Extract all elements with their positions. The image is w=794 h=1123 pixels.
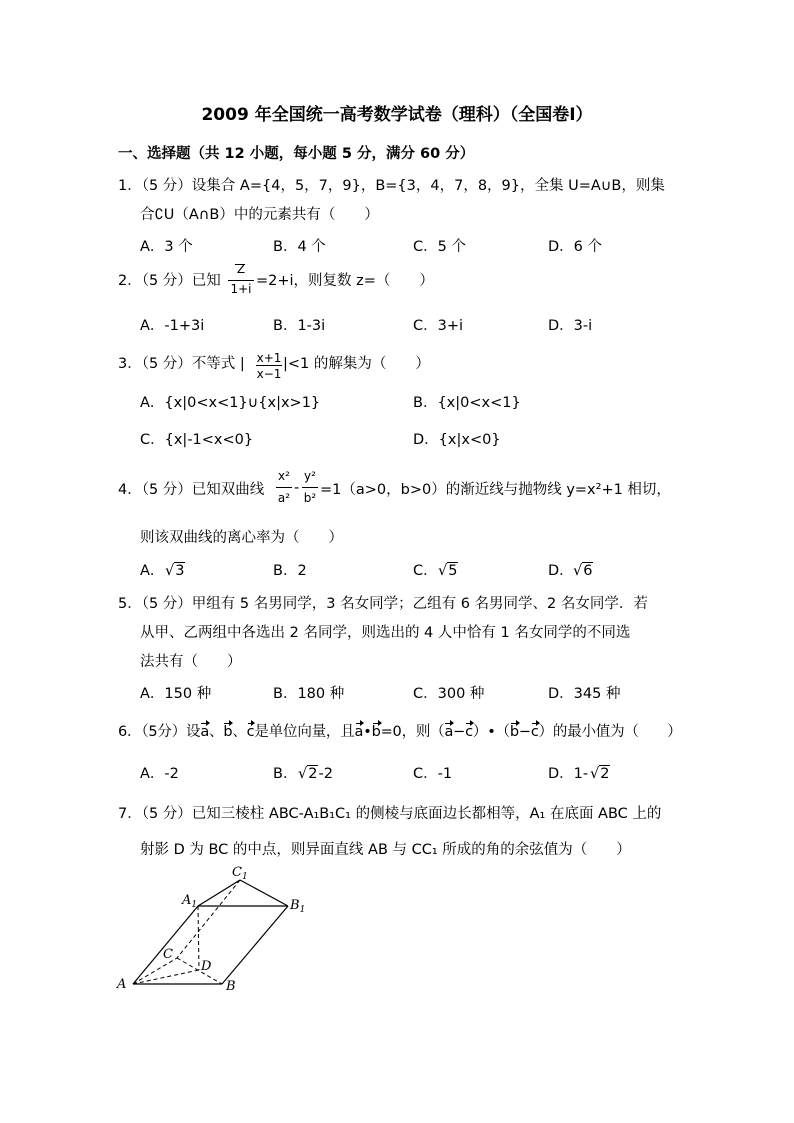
q2-text-suffix: =2+i，则复数 z=（ ）	[256, 273, 434, 289]
q5-text-line3: 法共有（ ）	[140, 654, 242, 670]
edge-a1c1	[198, 880, 240, 906]
q3-option-a: A．{x|0<x<1}∪{x|x>1}	[140, 395, 321, 411]
label-c1: $C_1$	[232, 865, 248, 882]
label-a: A	[117, 977, 127, 992]
q6-option-b-label: B．	[273, 766, 298, 782]
q4-option-c-label: C．	[413, 563, 438, 579]
q1-text-line2: 合∁U（A∩B）中的元素共有（ ）	[140, 207, 379, 223]
q6-option-c: C．-1	[413, 766, 453, 782]
q4-text-prefix: 4．（5 分）已知双曲线	[118, 482, 265, 498]
vector-c: c	[530, 724, 539, 740]
sqrt-icon: √	[438, 563, 448, 579]
q4-option-b: B．2	[273, 563, 307, 579]
vector-a: a	[444, 724, 454, 740]
q2-option-b: B．1-3i	[273, 318, 326, 334]
q3-fraction-denominator: x−1	[256, 367, 282, 381]
q3-option-b: B．{x|0<x<1}	[413, 395, 521, 411]
q4-option-a-value: √3	[165, 563, 185, 579]
q5-option-c: C．300 种	[413, 686, 485, 702]
sqrt-icon: √	[298, 766, 308, 782]
q6-option-a: A．-2	[140, 766, 179, 782]
q5-text-line1: 5．（5 分）甲组有 5 名男同学，3 名女同学；乙组有 6 名男同学、2 名女同学．若	[118, 596, 648, 612]
edge-c1b1	[240, 880, 288, 906]
section-heading: 一、选择题（共 12 小题，每小题 5 分，满分 60 分）	[118, 146, 475, 162]
sqrt-icon: √	[573, 563, 583, 579]
label-b: B	[226, 979, 236, 994]
label-b1: $B_1$	[290, 898, 306, 915]
q4-frac2-numerator: y²	[304, 469, 316, 483]
page-title: 2009 年全国统一高考数学试卷（理科）（全国卷Ⅰ）	[201, 105, 593, 125]
q2-option-c: C．3+i	[413, 318, 464, 334]
q4-option-d-value: √6	[573, 563, 593, 579]
vector-a: a	[354, 724, 364, 740]
q5-text-line2: 从甲、乙两组中各选出 2 名同学，则选出的 4 人中恰有 1 名女同学的不同选	[140, 625, 631, 641]
q5-option-a: A．150 种	[140, 686, 212, 702]
edge-bb1	[222, 906, 288, 984]
q1-option-b: B．4 个	[273, 239, 326, 255]
q6-option-d-value: √2	[590, 766, 610, 782]
label-a1: $A_1$	[182, 893, 198, 910]
vector-b: b	[509, 724, 519, 740]
vector-c: c	[465, 724, 473, 740]
q4-frac2-denominator: b²	[303, 491, 317, 505]
q4-minus: -	[294, 480, 300, 496]
edge-a1d-hidden	[198, 906, 199, 970]
q6-option-b-value: √2-2	[298, 766, 333, 782]
q4-frac1-denominator: a²	[277, 491, 291, 505]
q1-text-line1: 1．（5 分）设集合 A={4，5，7，9}，B={3，4，7，8，9}，全集 U=A∪B，则集	[118, 178, 665, 194]
vector-c: c	[246, 724, 255, 740]
q2-option-d: D．3-i	[548, 318, 593, 334]
vector-b: b	[371, 724, 381, 740]
q7-text-line2: 射影 D 为 BC 的中点，则异面直线 AB 与 CC₁ 所成的角的余弦值为（ ）	[140, 842, 631, 858]
vector-a: a	[200, 724, 209, 740]
q4-text-line2: 则该双曲线的离心率为（ ）	[140, 530, 343, 546]
q6-option-d-label: D．1-	[548, 766, 589, 782]
q6-text: 6．（5分）设a、b、c是单位向量，且a•b=0，则（a−c）•（b−c）的最小值为（ ）	[118, 724, 682, 740]
q3-fraction-numerator: x+1	[256, 351, 282, 365]
q4-option-d-label: D．	[548, 563, 574, 579]
q4-option-c-value: √5	[438, 563, 458, 579]
q2-text-prefix: 2．（5 分）已知	[118, 273, 221, 289]
label-c: C	[163, 947, 173, 962]
q3-option-d: D．{x|x<0}	[413, 432, 501, 448]
q2-fraction-numerator: Z	[236, 262, 246, 276]
q1-option-a: A．3 个	[140, 239, 193, 255]
q2-fraction-denominator: 1+i	[230, 282, 252, 296]
vector-b: b	[223, 724, 233, 740]
q3-option-c: C．{x|-1<x<0}	[140, 432, 254, 448]
sqrt-icon: √	[590, 766, 600, 782]
q4-frac1-numerator: x²	[278, 469, 290, 483]
sqrt-icon: √	[165, 563, 175, 579]
label-d: D	[201, 959, 212, 974]
q1-option-c: C．5 个	[413, 239, 466, 255]
q5-option-b: B．180 种	[273, 686, 345, 702]
q3-text-prefix: 3．（5 分）不等式 |	[118, 356, 245, 372]
q7-text-line1: 7．（5 分）已知三棱柱 ABC-A₁B₁C₁ 的侧棱与底面边长都相等，A₁ 在底面 ABC 上的	[118, 806, 662, 822]
q2-option-a: A．-1+3i	[140, 318, 205, 334]
q1-option-d: D．6 个	[548, 239, 602, 255]
q4-option-a-label: A．	[140, 563, 165, 579]
edge-cb-hidden	[177, 958, 222, 984]
q5-option-d: D．345 种	[548, 686, 621, 702]
q3-text-suffix: |<1 的解集为（ ）	[283, 356, 430, 372]
q4-text-suffix: =1（a>0，b>0）的渐近线与抛物线 y=x²+1 相切，	[320, 482, 671, 498]
